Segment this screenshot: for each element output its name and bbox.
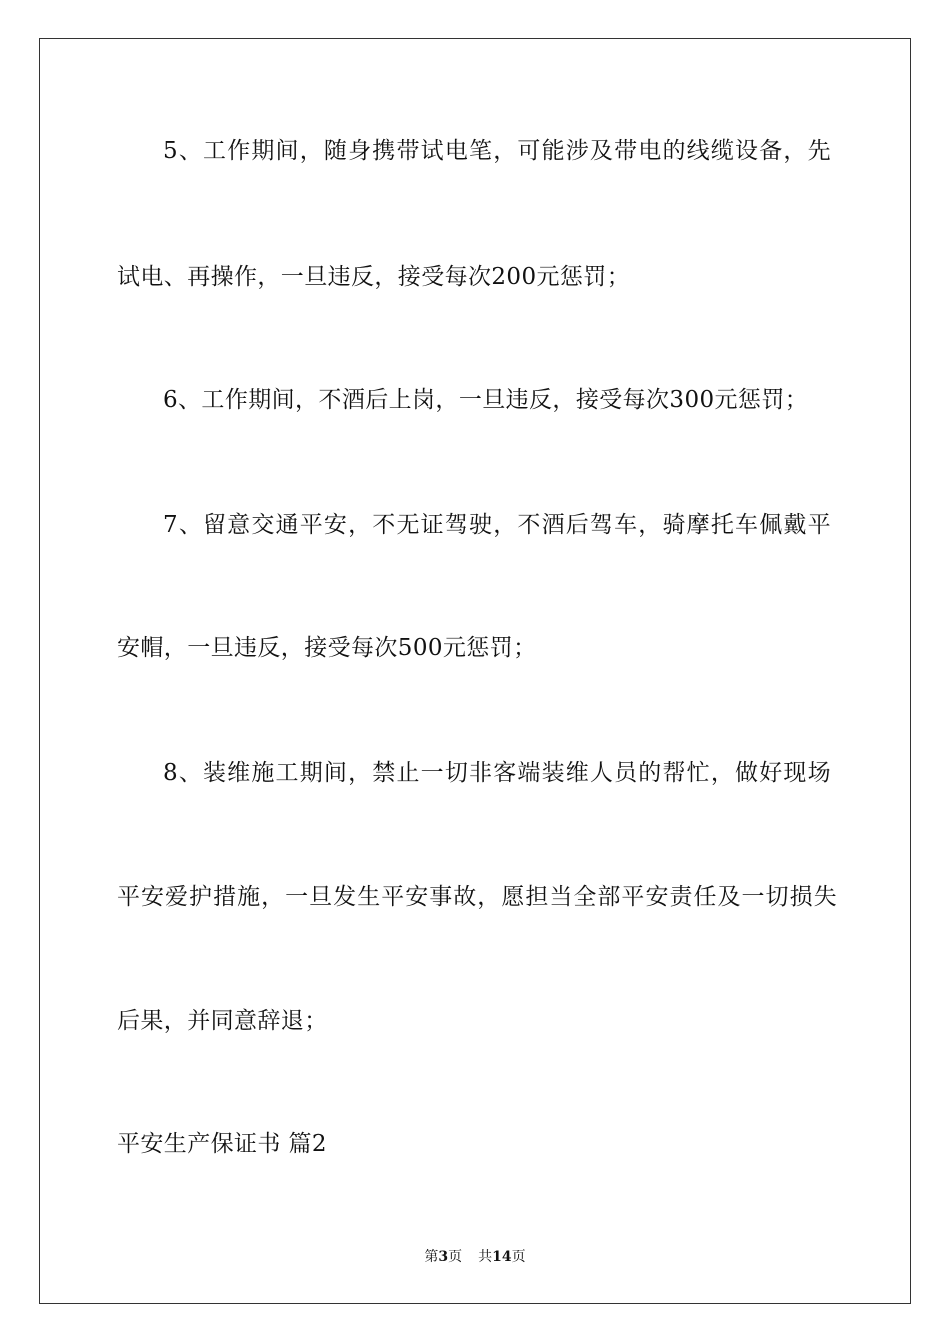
page-suffix: 页 <box>448 1249 463 1265</box>
page-number: 3 <box>438 1249 449 1265</box>
paragraph-line: 平安爱护措施，一旦发生平安事故，愿担当全部平安责任及一切损失 <box>117 884 837 910</box>
paragraph-line: 5、工作期间，随身携带试电笔，可能涉及带电的线缆设备，先 <box>163 138 831 164</box>
paragraph-line: 试电、再操作，一旦违反，接受每次200元惩罚； <box>117 264 631 290</box>
total-prefix: 共 <box>478 1249 493 1265</box>
paragraph-line: 6、工作期间，不酒后上岗，一旦违反，接受每次300元惩罚； <box>163 387 809 413</box>
paragraph-line: 7、留意交通平安，不无证驾驶，不酒后驾车，骑摩托车佩戴平 <box>163 512 831 538</box>
paragraph-line: 8、装维施工期间，禁止一切非客端装维人员的帮忙，做好现场 <box>163 760 831 786</box>
page-footer <box>0 1248 950 1266</box>
paragraph-line: 安帽，一旦违反，接受每次500元惩罚； <box>117 635 537 661</box>
page-border <box>39 38 911 1304</box>
section-heading: 平安生产保证书 篇2 <box>117 1131 327 1157</box>
total-pages: 14 <box>492 1249 512 1265</box>
total-suffix: 页 <box>511 1249 526 1265</box>
paragraph-line: 后果，并同意辞退； <box>117 1008 328 1034</box>
page-prefix: 第 <box>424 1249 439 1265</box>
